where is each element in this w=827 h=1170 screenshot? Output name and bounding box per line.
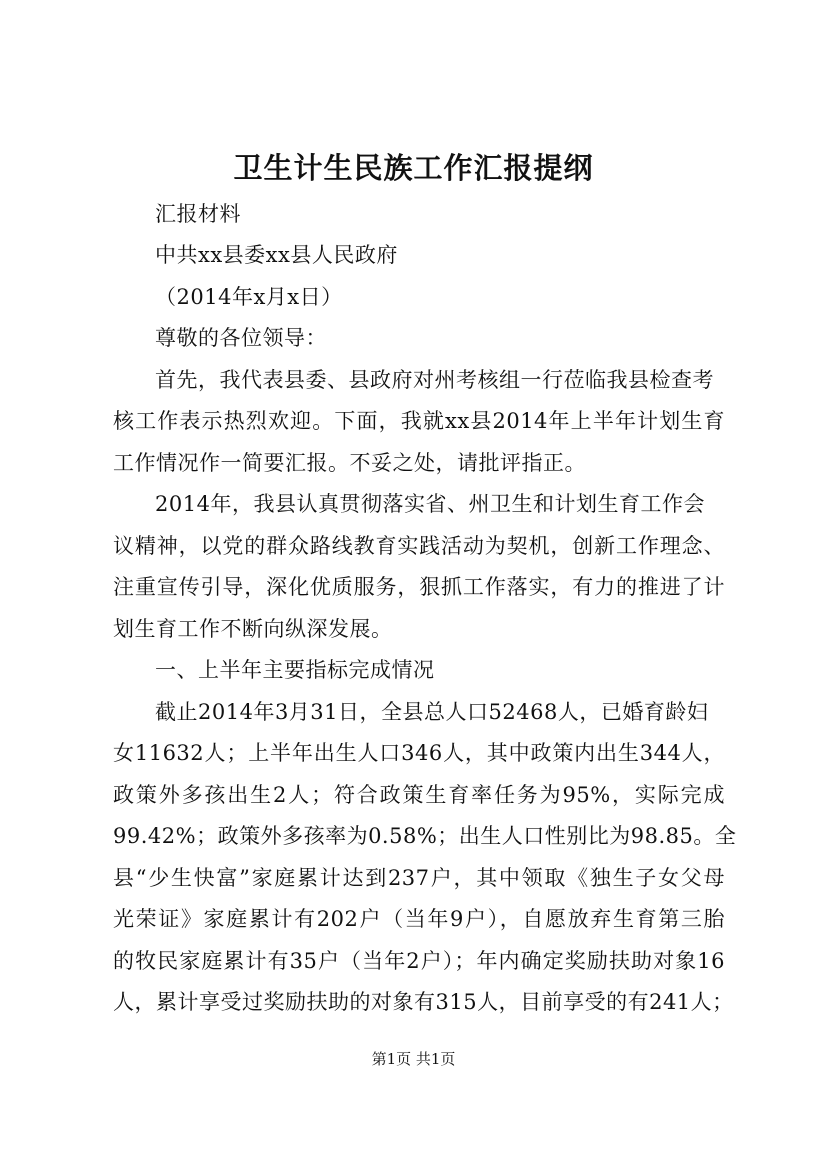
text-line: 划生育工作不断向纵深发展。 <box>113 617 393 641</box>
text-line: 的牧民家庭累计有35户（当年2户）；年内确定奖励扶助对象16 <box>113 949 725 973</box>
text-line: 县“少生快富”家庭累计达到237户，其中领取《独生子女父母 <box>113 866 725 890</box>
section-heading: 一、上半年主要指标完成情况 <box>155 658 435 682</box>
text-line: 核工作表示热烈欢迎。下面，我就xx县2014年上半年计划生育 <box>113 409 725 433</box>
text-line: 截止2014年3月31日，全县总人口52468人，已婚育龄妇 <box>155 700 709 724</box>
text-line: 政策外多孩出生2人；符合政策生育率任务为95%，实际完成 <box>113 783 725 807</box>
text-line: 注重宣传引导，深化优质服务，狠抓工作落实，有力的推进了计 <box>113 575 725 599</box>
text-line: 中共xx县委xx县人民政府 <box>155 243 398 267</box>
text-line: 99.42%；政策外多孩率为0.58%；出生人口性别比为98.85。全 <box>113 824 737 848</box>
text-line: 汇报材料 <box>155 202 241 226</box>
text-line: 尊敬的各位领导： <box>155 326 327 350</box>
text-line: 工作情况作一简要汇报。不妥之处，请批评指正。 <box>113 451 586 475</box>
document-title: 卫生计生民族工作汇报提纲 <box>233 151 594 185</box>
text-line: 议精神，以党的群众路线教育实践活动为契机，创新工作理念、 <box>113 534 725 558</box>
text-line: 2014年，我县认真贯彻落实省、州卫生和计划生育工作会 <box>155 492 705 516</box>
page-footer: 第1页 共1页 <box>371 1050 456 1068</box>
text-line: 女11632人；上半年出生人口346人，其中政策内出生344人， <box>113 741 725 765</box>
text-line: 首先，我代表县委、县政府对州考核组一行莅临我县检查考 <box>155 368 714 392</box>
text-line: 人，累计享受过奖励扶助的对象有315人，目前享受的有241人； <box>113 990 734 1014</box>
text-line: （2014年x月x日） <box>155 285 343 309</box>
text-line: 光荣证》家庭累计有202户（当年9户），自愿放弃生育第三胎 <box>113 907 725 931</box>
